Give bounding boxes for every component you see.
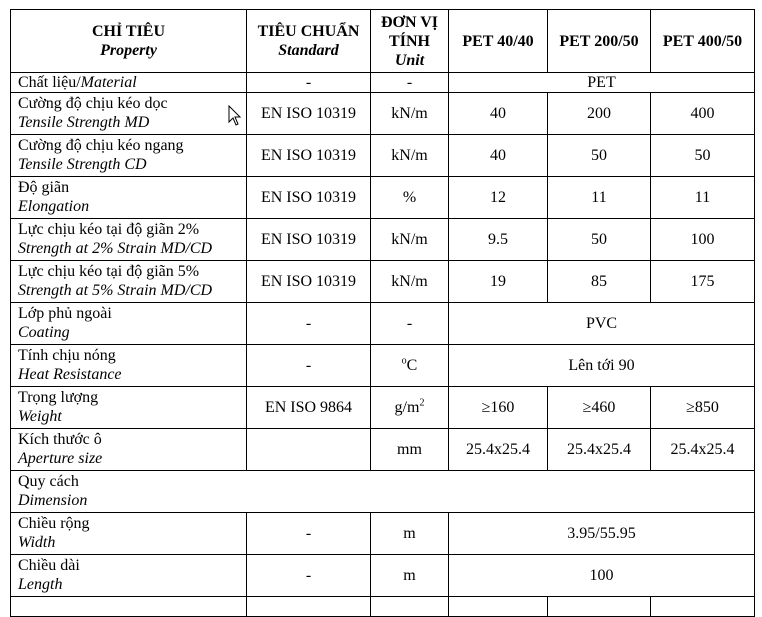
property-cell: Tính chịu nóng Heat Resistance [11,345,247,387]
standard-cell: EN ISO 9864 [247,387,371,429]
value-cell-pet-200-50: 50 [548,219,651,261]
header-pet-400-50: PET 400/50 [651,10,755,73]
unit-cell: - [371,73,449,93]
table-row-heat-resistance [11,345,755,387]
empty-cell [11,597,247,617]
property-cell: Cường độ chịu kéo ngang Tensile Strength CD [11,135,247,177]
header-pet-40-40: PET 40/40 [449,10,548,73]
value-cell-pet-200-50: 25.4x25.4 [548,429,651,471]
table-row-strength-2pct [11,219,755,261]
value-cell-pet-40-40: 12 [449,177,548,219]
value-cell-pet-40-40: 40 [449,93,548,135]
value-cell-pet-200-50: 85 [548,261,651,303]
mouse-cursor-icon [228,105,242,127]
empty-cell [548,597,651,617]
table-row-partial [11,597,755,617]
empty-cell [371,597,449,617]
unit-cell: m [371,513,449,555]
value-cell-pet-40-40: 9.5 [449,219,548,261]
standard-cell: - [247,73,371,93]
empty-cell [449,597,548,617]
property-cell: Lực chịu kéo tại độ giãn 2% Strength at 2% Strain MD/CD [11,219,247,261]
standard-cell: - [247,513,371,555]
property-cell: Kích thước ô Aperture size [11,429,247,471]
table-row-length [11,555,755,597]
standard-cell: EN ISO 10319 [247,219,371,261]
table-row-coating [11,303,755,345]
value-cell-pet-200-50: ≥460 [548,387,651,429]
standard-cell: - [247,555,371,597]
value-cell-pet-40-40: ≥160 [449,387,548,429]
table-row-aperture-size [11,429,755,471]
standard-cell: EN ISO 10319 [247,93,371,135]
property-cell: Chất liệu/Material [11,73,247,93]
property-cell: Lớp phủ ngoài Coating [11,303,247,345]
header-standard: TIÊU CHUẨN Standard [247,10,371,73]
unit-cell: % [371,177,449,219]
value-cell-merged: 3.95/55.95 [449,513,755,555]
unit-cell: kN/m [371,93,449,135]
value-cell-pet-400-50: 25.4x25.4 [651,429,755,471]
header-unit: ĐƠN VỊ TÍNH Unit [371,10,449,73]
value-cell-pet-200-50: 50 [548,135,651,177]
unit-cell: - [371,303,449,345]
standard-cell: EN ISO 10319 [247,135,371,177]
table-row-strength-5pct [11,261,755,303]
value-cell-merged: Lên tới 90 [449,345,755,387]
header-pet-200-50: PET 200/50 [548,10,651,73]
standard-cell: EN ISO 10319 [247,261,371,303]
value-cell-pet-40-40: 25.4x25.4 [449,429,548,471]
property-cell: Cường độ chịu kéo dọc Tensile Strength MD [11,93,247,135]
standard-cell: - [247,345,371,387]
unit-cell: kN/m [371,261,449,303]
unit-cell: mm [371,429,449,471]
unit-cell: kN/m [371,219,449,261]
value-cell-pet-400-50: 50 [651,135,755,177]
value-cell-pet-400-50: 100 [651,219,755,261]
value-cell-merged: PET [449,73,755,93]
standard-cell: - [247,303,371,345]
value-cell-merged: 100 [449,555,755,597]
value-cell-pet-40-40: 19 [449,261,548,303]
empty-cell [651,597,755,617]
value-cell-pet-200-50: 200 [548,93,651,135]
value-cell-pet-400-50: ≥850 [651,387,755,429]
value-cell-merged: PVC [449,303,755,345]
empty-cell [247,597,371,617]
specification-table [10,9,755,617]
standard-cell: EN ISO 10319 [247,177,371,219]
value-cell-pet-400-50: 400 [651,93,755,135]
value-cell-pet-200-50: 11 [548,177,651,219]
value-cell-pet-400-50: 11 [651,177,755,219]
table-row-weight [11,387,755,429]
property-cell: Trọng lượng Weight [11,387,247,429]
table-row-tensile-md [11,93,755,135]
property-cell: Độ giãn Elongation [11,177,247,219]
standard-cell [247,429,371,471]
value-cell-pet-40-40: 40 [449,135,548,177]
unit-cell: $g/m^2$ [371,387,449,429]
table-row-tensile-cd [11,135,755,177]
unit-cell: $^o$C [371,345,449,387]
header-row [11,10,755,73]
unit-cell: kN/m [371,135,449,177]
value-cell-pet-400-50: 175 [651,261,755,303]
table-row-elongation [11,177,755,219]
section-heading-cell: Quy cách Dimension [11,471,755,513]
table-row-material [11,73,755,93]
unit-cell: m [371,555,449,597]
table-row-width [11,513,755,555]
property-cell: Chiều dài Length [11,555,247,597]
property-cell: Lực chịu kéo tại độ giãn 5% Strength at 5% Strain MD/CD [11,261,247,303]
header-property: CHỈ TIÊU Property [11,10,247,73]
table-row-dimension [11,471,755,513]
property-cell: Chiều rộng Width [11,513,247,555]
